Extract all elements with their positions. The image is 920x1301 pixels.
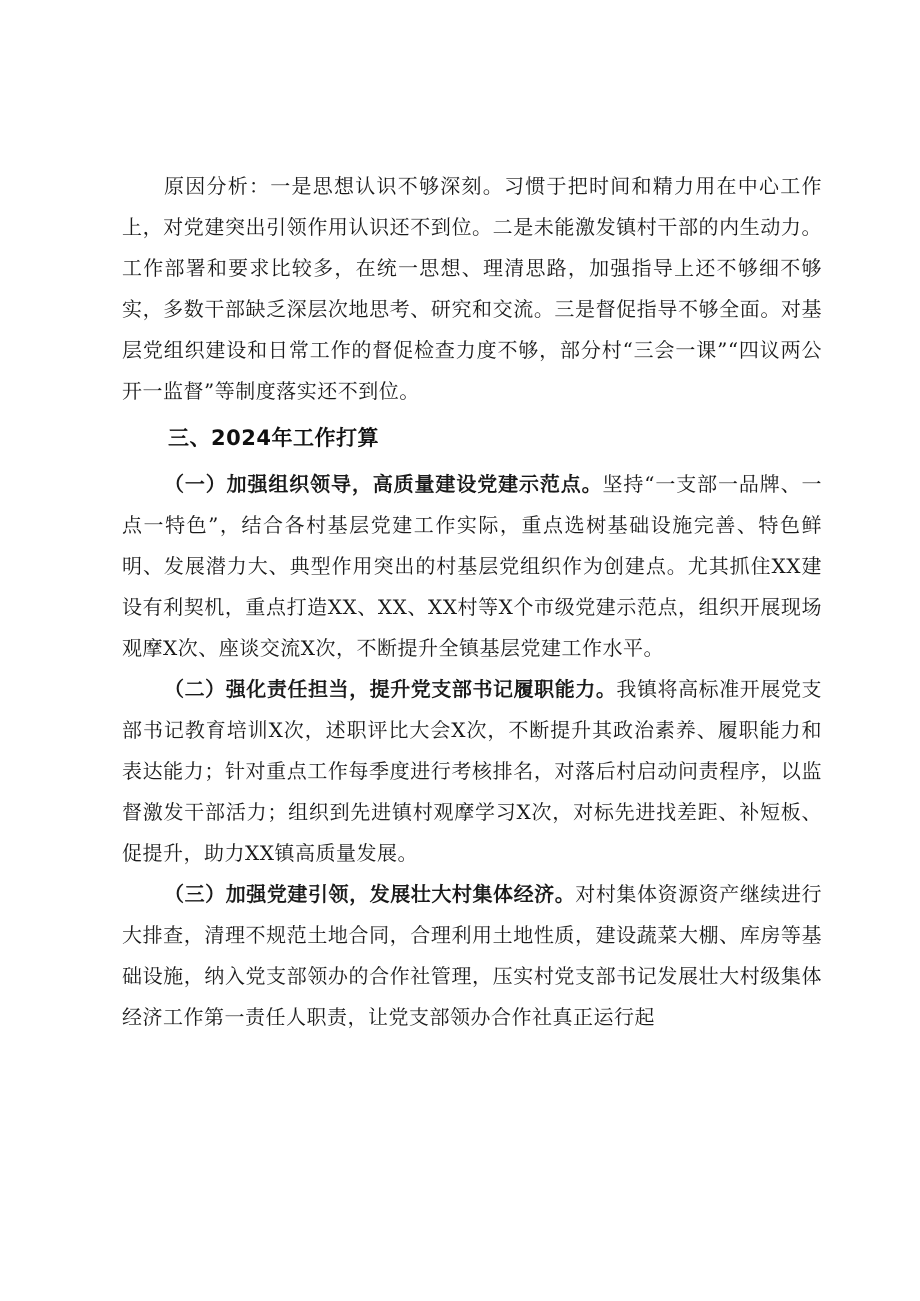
plan-item-3 [122,874,822,1038]
section-heading-2024-plan: 三、2024年工作打算 [168,426,379,450]
plan-item-1-lead: （一）加强组织领导，高质量建设党建示范点。 [164,472,603,496]
plan-item-2-text: 我镇将高标准开展党支部书记教育培训X次，述职评比大会X次，不断提升其政治素养、履职能力和表达能力；针对重点工作每季度进行考核排名，对落后村启动问责程序，以监督激发干部活力；组织到先进镇村观摩学习X次，对标先进找差距、补短板、促提升，助力XX镇高质量发展。 [122,677,823,865]
plan-item-2-lead: （二）强化责任担当，提升党支部书记履职能力。 [164,677,617,701]
plan-item-1 [122,464,822,669]
document-body [122,166,822,1038]
cause-analysis-paragraph [122,166,822,412]
plan-item-3-lead: （三）加强党建引领，发展壮大村集体经济。 [164,882,576,906]
cause-analysis-text: 原因分析：一是思想认识不够深刻。习惯于把时间和精力用在中心工作上，对党建突出引领作用认识还不到位。二是未能激发镇村干部的内生动力。工作部署和要求比较多，在统一思想、理清思路，加强指导上还不够细不够实，多数干部缺乏深层次地思考、研究和交流。三是督促指导不够全面。对基层党组织建设和日常工作的督促检查力度不够，部分村“三会一课”“四议两公开一监督”等制度落实还不到位。 [122,174,822,403]
plan-item-2 [122,669,822,874]
plan-item-3-text: 对村集体资源资产继续进行大排查，清理不规范土地合同，合理利用土地性质，建设蔬菜大棚、库房等基础设施，纳入党支部领办的合作社管理，压实村党支部书记发展壮大村级集体经济工作第一责任人职责，让党支部领办合作社真正运行起 [122,882,823,1029]
plan-item-1-text: 坚持“一支部一品牌、一点一特色”，结合各村基层党建工作实际，重点选树基础设施完善、特色鲜明、发展潜力大、典型作用突出的村基层党组织作为创建点。尤其抓住XX建设有利契机，重点打造XX、XX、XX村等X个市级党建示范点，组织开展现场观摩X次、座谈交流X次，不断提升全镇基层党建工作水平。 [122,472,823,660]
